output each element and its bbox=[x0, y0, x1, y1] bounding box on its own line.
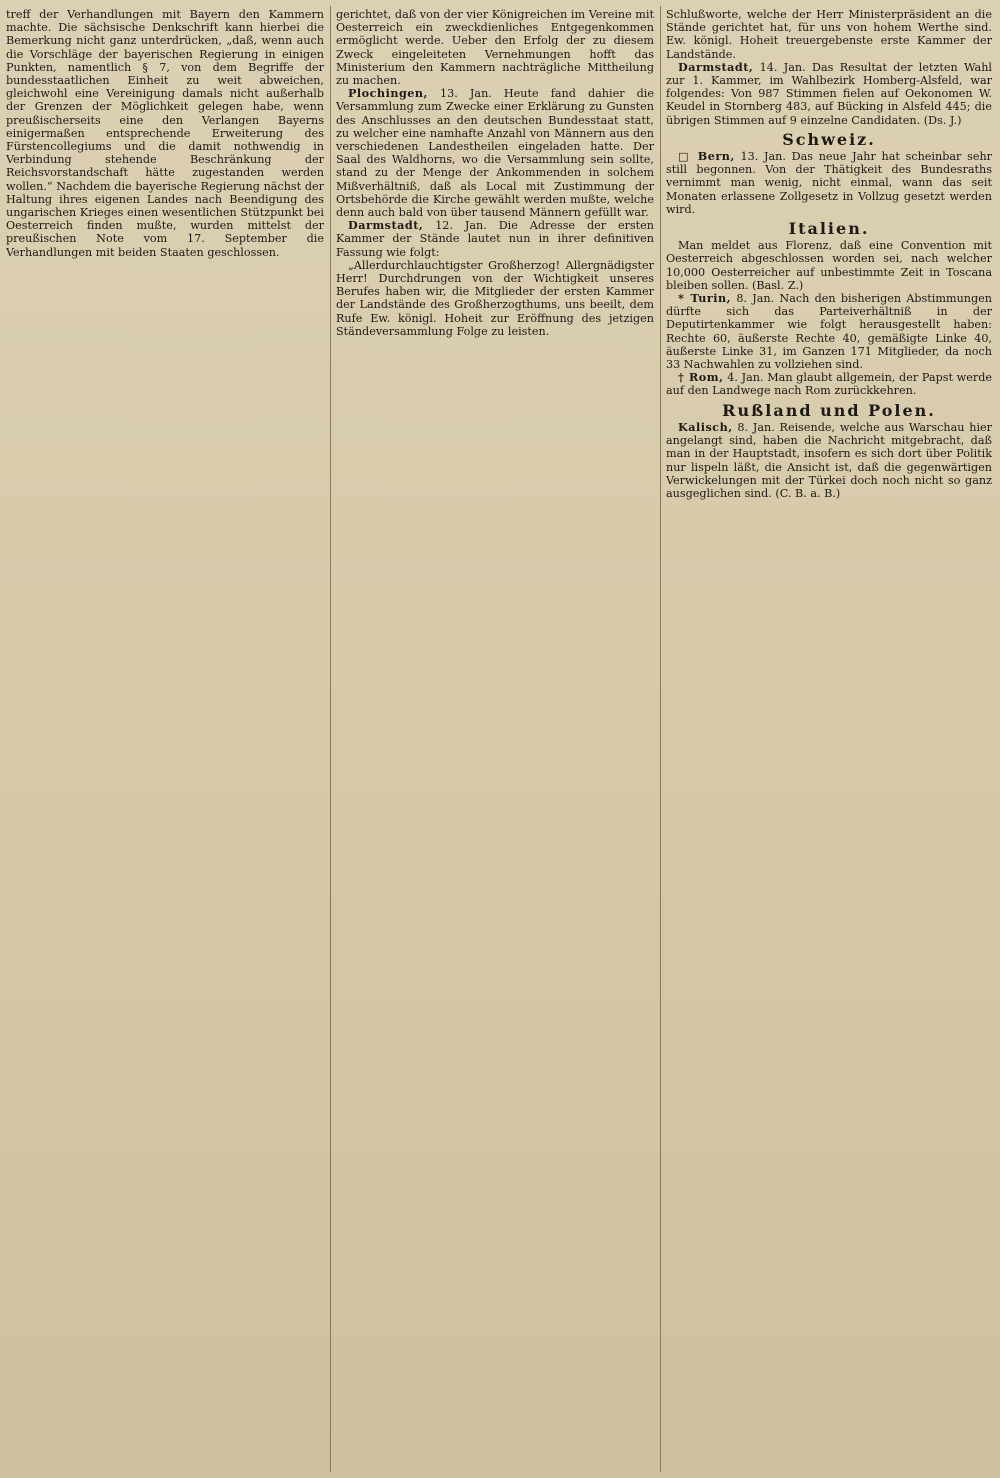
article-turin bbox=[666, 292, 992, 371]
address-text: „Allerdurchlauchtigster Großherzog! Allergnädigster Herr! Durchdrungen von der Wichtigkeit unseres Berufes haben wir, die Mitglieder der ersten Kammer der Landstände des Großherzogthums, uns beeilt, dem Rufe Ew. königl. Hoheit zur Eröffnung des jetzigen Ständeversammlung Folge zu leisten. bbox=[336, 258, 654, 338]
dateline-date: 4. Jan. bbox=[727, 371, 764, 385]
column-1 bbox=[6, 8, 324, 1470]
article-plochingen bbox=[336, 87, 654, 219]
article-florenz: Man meldet aus Florenz, daß eine Convention mit Oesterreich abgeschlossen worden sei, nach welcher 10,000 Oesterreicher auf unbestimmte Zeit in Toscana bleiben sollen. (Basl. Z.) bbox=[666, 239, 992, 292]
article-darmstadt-election bbox=[666, 61, 992, 127]
dateline-date: 12. Jan. bbox=[435, 219, 487, 233]
article-text: gerichtet, daß von der vier Königreichen im Vereine mit Oesterreich ein zweckdienliches Entgegenkommen ermöglicht werde. Ueber den Erfolg der zu diesem Zweck eingeleiteten Vernehmungen hofft das Ministerium den Kammern nachträgliche Mittheilung zu machen. bbox=[336, 8, 654, 88]
dateline-place: † Rom, bbox=[678, 370, 724, 385]
article-text: Reisende, welche aus Warschau hier angelangt sind, haben die Nachricht mitgebracht, daß man in der Hauptstadt, insofern es sich dort über Politik nur lispeln läßt, die Ansicht ist, daß die gegenwärtigen Verwickelungen mit der Türkei doch noch nicht so ganz ausgeglichen sind. (C. B. a. B.) bbox=[666, 420, 992, 500]
dateline-date: 8. Jan. bbox=[737, 420, 775, 434]
section-heading-russland: Rußland und Polen. bbox=[722, 400, 936, 420]
article-darmstadt bbox=[336, 219, 654, 259]
section-heading-schweiz: Schweiz. bbox=[782, 129, 876, 149]
column-rule bbox=[660, 6, 661, 1472]
column-3 bbox=[666, 8, 992, 1470]
dateline-place: * Turin, bbox=[678, 291, 732, 306]
article-text: Schlußworte, welche der Herr Ministerpräsident an die Stände gerichtet hat, für uns von hohem Werthe sind. Ew. königl. Hoheit treuergebenste erste Kammer der Landstände. bbox=[666, 8, 992, 61]
article-text: Heute fand dahier die Versammlung zum Zwecke einer Erklärung zu Gunsten des Anschlusses an den deutschen Bundesstaat statt, zu welcher eine namhafte Anzahl von Männern aus den verschiedenen Landestheilen eingeladen hatte. Der Saal des Waldhorns, wo die Versammlung sein sollte, stand zu der Menge der Ankommenden in solchem Mißverhältniß, daß als Local mit Zustimmung der Ortsbehörde die Kirche gewählt werden mußte, welche denn auch bald von über tausend Männern gefüllt war. bbox=[336, 87, 654, 220]
dateline-place: Kalisch, bbox=[678, 419, 733, 434]
dateline-place: Darmstadt, bbox=[348, 218, 424, 233]
article-kalisch bbox=[666, 421, 992, 500]
article-text: Die Adresse der ersten Kammer der Stände lautet nun in ihrer definitiven Fassung wie folgt: bbox=[336, 219, 654, 259]
dateline-date: 13. Jan. bbox=[440, 87, 492, 101]
article-text: Das neue Jahr hat scheinbar sehr still begonnen. Von der Thätigkeit des Bundesraths vernimmt man wenig, nicht einmal, wann das seit Monaten erlassene Zollgesetz in Vollzug gesetzt werden wird. bbox=[666, 150, 992, 216]
article-bern bbox=[666, 150, 992, 216]
article-text: treff der Verhandlungen mit Bayern den Kammern machte. Die sächsische Denkschrift kann hierbei die Bemerkung nicht ganz unterdrücken, „daß, wenn auch die Vorschläge der bayerischen Regierung in einigen Punkten, namentlich § 7, von dem Begriffe der bundesstaatlichen Einheit zu weit abweichen, gleichwohl eine Vereinigung damals nicht außerhalb der Grenzen der Möglichkeit gelegen habe, wenn preußischerseits eine den Verlangen Bayerns einigermaßen entsprechende Erweiterung des Fürstencollegiums und die damit nothwendig in Verbindung stehende Beschränkung der Reichsvorstandschaft hätte zugestanden werden wollen.“ Nachdem die bayerische Regierung nächst der Haltung ihres eigenen Landes nach Beendigung des ungarischen Krieges einen wesentlichen Stützpunkt bei Oesterreich finden mußte, wurden mittelst der preußischen Note vom 17. September die Verhandlungen mit beiden Staaten geschlossen. bbox=[6, 8, 324, 259]
column-2 bbox=[336, 8, 654, 1470]
article-text: Nach den bisherigen Abstimmungen dürfte sich das Parteiverhältniß in der Deputirtenkammer wie folgt herausgestellt haben: Rechte 60, äußerste Rechte 40, gemäßigte Linke 40, äußerste Linke 31, im Ganzen 171 Mitglieder, da noch 33 Nachwahlen zu vollziehen sind. bbox=[666, 292, 992, 372]
dateline-place: □ Bern, bbox=[678, 149, 735, 164]
article-rom bbox=[666, 371, 992, 397]
dateline-date: 8. Jan. bbox=[736, 292, 775, 306]
dateline-date: 14. Jan. bbox=[759, 60, 806, 74]
dateline-place: Plochingen, bbox=[348, 86, 428, 101]
article-text: Das Resultat der letzten Wahl zur 1. Kammer, im Wahlbezirk Homberg-Alsfeld, war folgendes: Von 987 Stimmen fielen auf Oekonomen W. Keudel in Stornberg 483, auf Bücking in Alsfeld 445; die übrigen Stimmen auf 9 einzelne Candidaten. (Ds. J.) bbox=[666, 60, 992, 127]
dateline-place: Darmstadt, bbox=[678, 59, 754, 74]
column-rule bbox=[330, 6, 331, 1472]
section-heading-italien: Italien. bbox=[788, 219, 870, 239]
article-text: Man glaubt allgemein, der Papst werde auf den Landwege nach Rom zurückkehren. bbox=[666, 371, 992, 398]
dateline-date: 13. Jan. bbox=[740, 150, 786, 164]
